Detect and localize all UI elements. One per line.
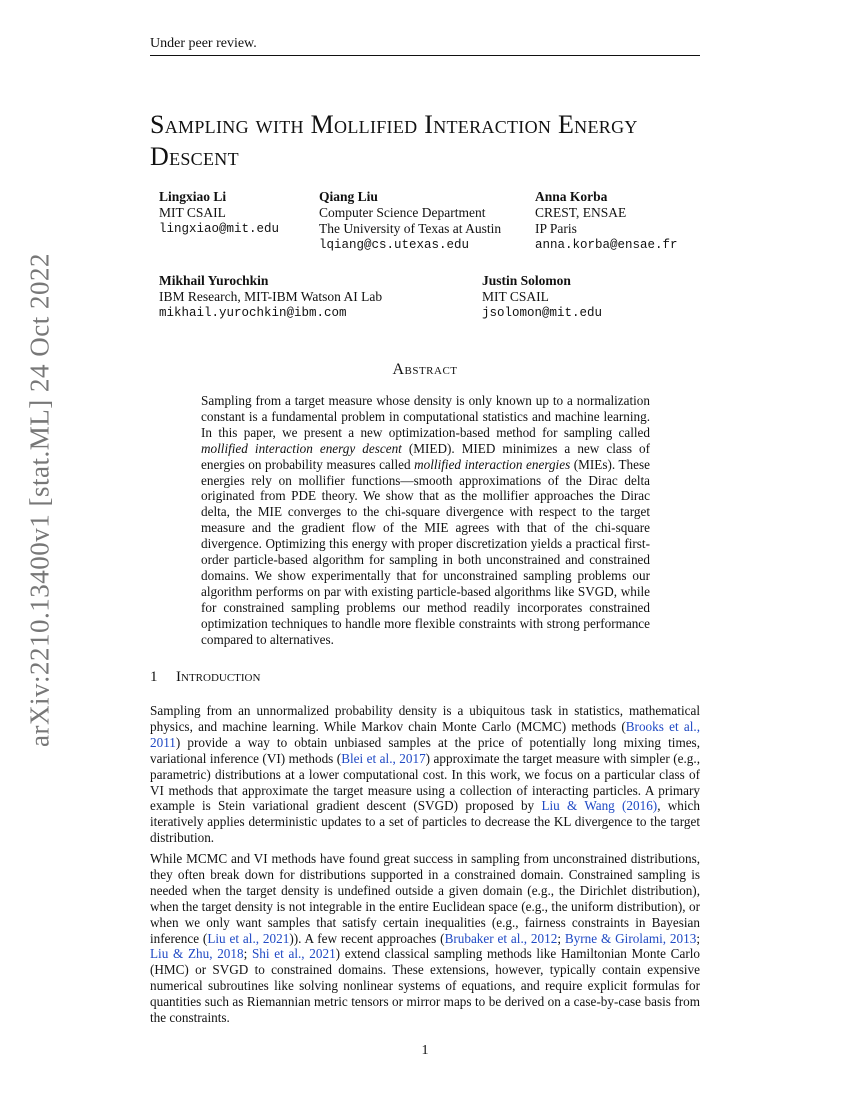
- abstract-text: Sampling from a target measure whose density is only known up to a normalization constant is a fundamental problem in computational statistics and machine learning. In this paper, we present a new optimization-based method for sampling called mollified interaction energy descent (MIED). MIED minimizes a new class of energies on probability measures called mollified interaction energies (MIEs). These energies rely on mollifier functions—smooth approximations of the Dirac delta originated from PDE theory. We show that as the mollifier approaches the Dirac delta, the MIE converges to the chi-square divergence with respect to the target measure and the gradient flow of the MIE agrees with that of the chi-square divergence. Optimizing this energy with proper discretization yields a practical first-order particle-based algorithm for sampling in both unconstrained and constrained domains. We show experimentally that for unconstrained sampling problems our algorithm performs on par with existing particle-based algorithms like SVGD, while for constrained sampling problems our method readily incorporates constrained optimization techniques to handle more flexible constraints with strong performance compared to alternatives.: [201, 393, 651, 647]
- paper-title: Sampling with Mollified Interaction Energy Descent: [150, 110, 638, 171]
- section-title: Introduction: [176, 669, 261, 685]
- author-email[interactable]: lingxiao@mit.edu: [159, 222, 280, 236]
- citation-link[interactable]: Blei et al., 2017: [341, 750, 426, 766]
- citation-link[interactable]: Liu & Zhu, 2018: [150, 946, 244, 962]
- author-affiliation: IBM Research, MIT-IBM Watson AI Lab: [159, 289, 383, 304]
- citation-link[interactable]: Brubaker et al., 2012: [444, 930, 558, 946]
- author-affiliation: MIT CSAIL: [159, 205, 226, 220]
- author-email[interactable]: jsolomon@mit.edu: [482, 306, 603, 320]
- author-block: [482, 273, 602, 321]
- author-email[interactable]: lqiang@cs.utexas.edu: [319, 238, 470, 252]
- paragraph: While MCMC and VI methods have found great success in sampling from unconstrained distributions, they often break down for distributions supported in a constrained domain. Constrained sampling is needed when the target density is undefined outside a given domain (e.g., the Dirichlet distribution), when the target density is not integrable in the entire Euclidean space (e.g., the uniform distribution), or when we only want samples that satisfy certain inequalities (e.g., fairness constraints in Bayesian inference (Liu et al., 2021)). A few recent approaches (Brubaker et al., 2012; Byrne & Girolami, 2013; Liu & Zhu, 2018; Shi et al., 2021) extend classical sampling methods like Hamiltonian Monte Carlo (HMC) or SVGD to constrained domains. These extensions, however, typically contain expensive numerical subroutines like solving nonlinear systems of equations, and require explicit formulas for quantities such as Riemannian metric tensors or mirror maps to be derived on a case-by-case basis from the constraints.: [150, 851, 700, 1026]
- author-block: [159, 189, 279, 237]
- author-email[interactable]: anna.korba@ensae.fr: [535, 238, 678, 252]
- header-rule: [150, 55, 700, 56]
- author-affiliation: MIT CSAIL: [482, 289, 549, 304]
- citation-link[interactable]: Byrne & Girolami, 2013: [564, 930, 697, 946]
- author-block: [159, 273, 382, 321]
- author-affiliation: CREST, ENSAE: [535, 205, 627, 220]
- paragraph: Sampling from an unnormalized probability density is a ubiquitous task in statistics, mathematical physics, and machine learning. While Markov chain Monte Carlo (MCMC) methods (Brooks et al., 2011) provide a way to obtain unbiased samples at the price of potentially long mixing times, variational inference (VI) methods (Blei et al., 2017) approximate the target measure with simpler (e.g., parametric) distributions at a lower computational cost. In this work, we focus on a particular class of VI methods that approximate the target measure using a collection of interacting particles. A primary example is Stein variational gradient descent (SVGD) proposed by Liu & Wang (2016), which iteratively applies deterministic updates to a set of particles to decrease the KL divergence to the target distribution.: [150, 703, 701, 846]
- author-name: Lingxiao Li: [159, 189, 227, 204]
- author-email[interactable]: mikhail.yurochkin@ibm.com: [159, 306, 347, 320]
- abstract-heading: Abstract: [392, 361, 458, 378]
- author-block: [535, 189, 678, 253]
- citation-link[interactable]: Liu & Wang (2016): [541, 798, 658, 814]
- running-header: Under peer review.: [150, 36, 257, 51]
- citation-link[interactable]: Shi et al., 2021: [251, 946, 336, 962]
- author-block: [319, 189, 501, 253]
- section-number: 1: [150, 669, 158, 685]
- section-heading: [150, 669, 260, 686]
- author-name: Qiang Liu: [319, 189, 378, 204]
- author-affiliation: IP Paris: [535, 221, 577, 236]
- author-name: Mikhail Yurochkin: [159, 273, 269, 288]
- author-name: Anna Korba: [535, 189, 608, 204]
- author-affiliation: The University of Texas at Austin: [319, 221, 502, 236]
- citation-link[interactable]: Brooks et al., 2011: [150, 718, 700, 750]
- citation-link[interactable]: Liu et al., 2021: [207, 930, 290, 946]
- author-affiliation: Computer Science Department: [319, 205, 486, 220]
- arxiv-id[interactable]: arXiv:2210.13400v1 [stat.ML] 24 Oct 2022: [24, 253, 55, 747]
- page-number: 1: [421, 1043, 429, 1058]
- author-name: Justin Solomon: [482, 273, 571, 288]
